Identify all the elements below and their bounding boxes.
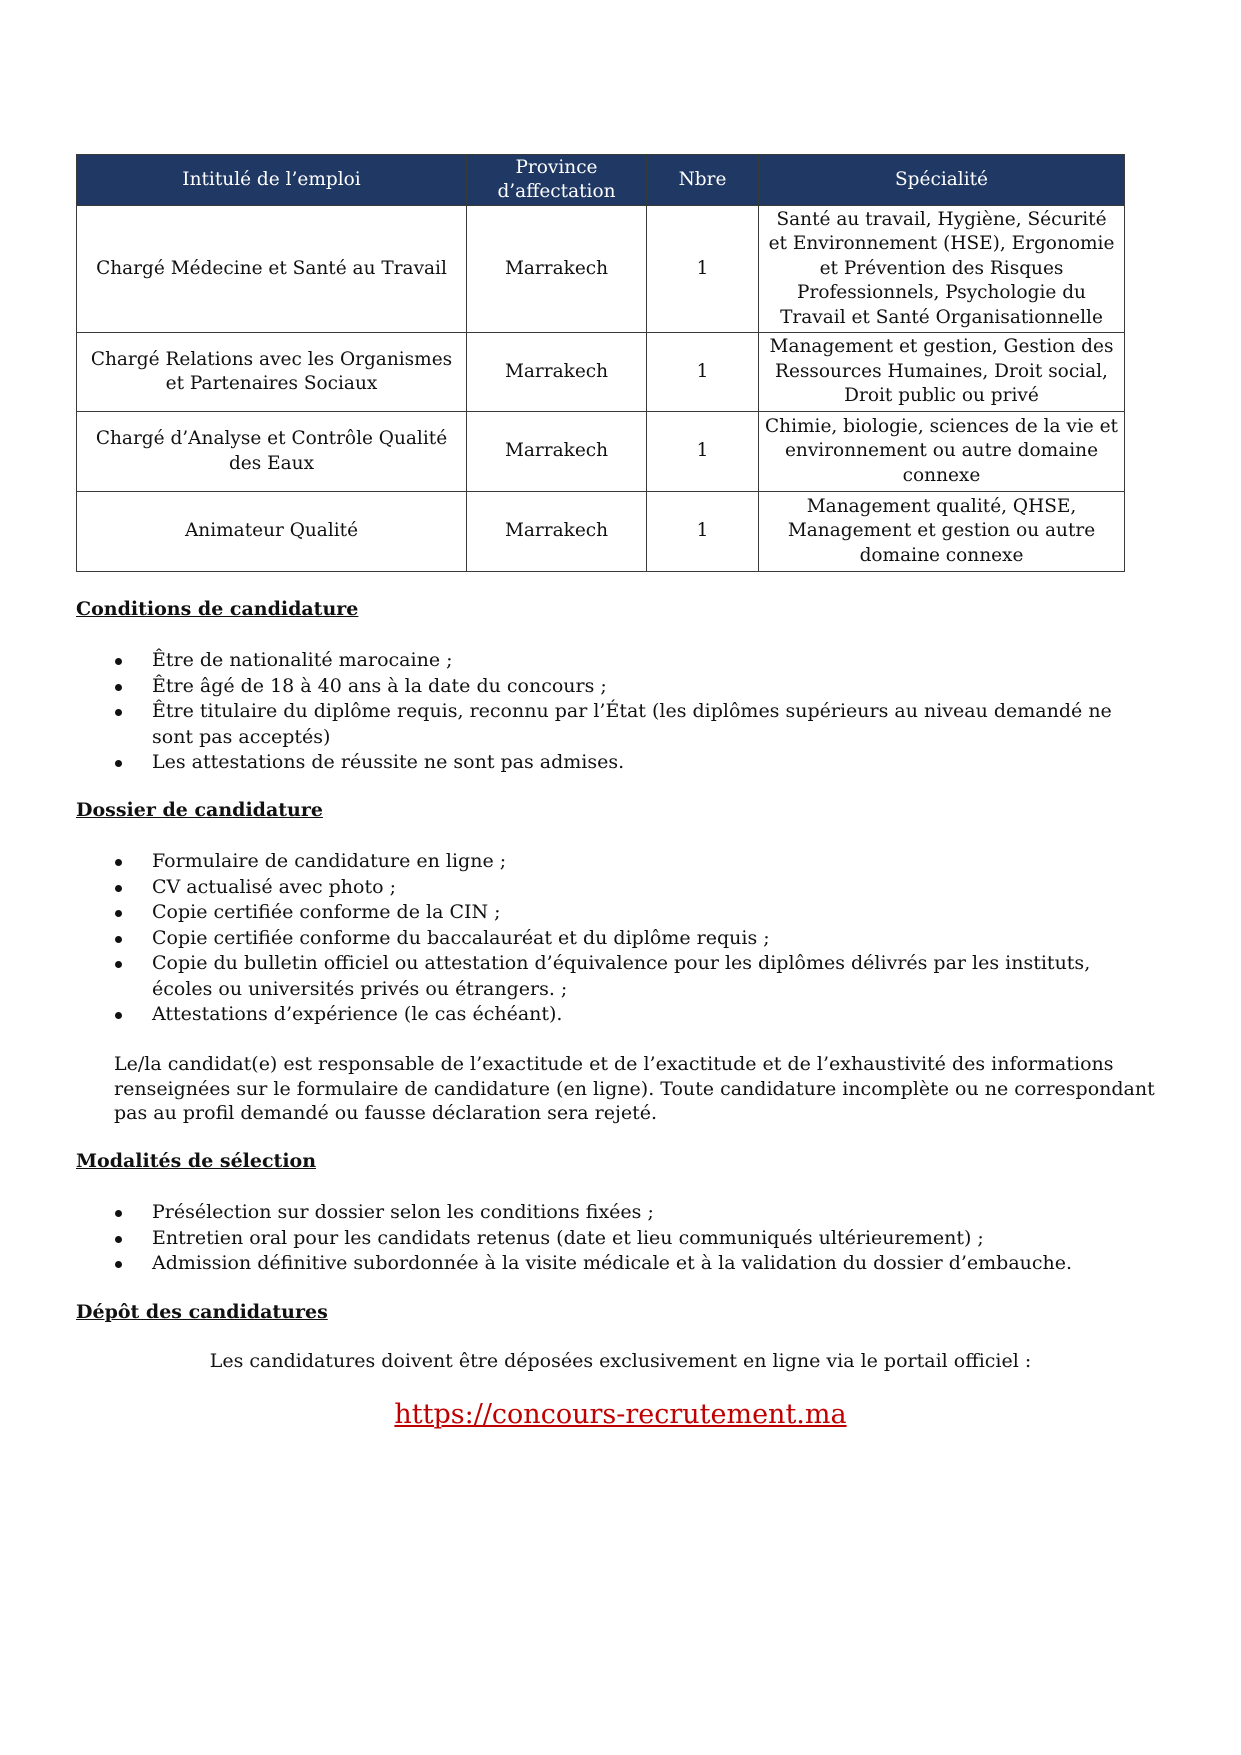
dossier-list <box>112 849 1122 1028</box>
list-item-text: Admission définitive subordonnée à la visite médicale et à la validation du dossier d’embauche. <box>152 1252 1073 1274</box>
cell-specialty: Management et gestion, Gestion des Ressources Humaines, Droit social, Droit public ou privé <box>759 333 1125 412</box>
bullet-icon <box>115 885 122 892</box>
cell-job: Chargé d’Analyse et Contrôle Qualité des Eaux <box>77 412 467 492</box>
list-item <box>112 1251 1122 1277</box>
list-item <box>112 1002 1122 1028</box>
list-item-text: CV actualisé avec photo ; <box>152 875 396 898</box>
list-item-text: Copie du bulletin officiel ou attestation d’équivalence pour les diplômes délivrés par les instituts, écoles ou universités privés ou étrangers. ; <box>152 952 1091 1000</box>
portal-link[interactable]: https://concours-recrutement.ma <box>394 1399 847 1430</box>
table-row <box>77 206 1125 333</box>
dossier-note: Le/la candidat(e) est responsable de l’exactitude et de l’exactitude et de l’exhaustivité des informations renseignées sur le formulaire de candidature (en ligne). Toute candidature incomplète ou ne correspondant pas au profil demandé ou fausse déclaration sera rejeté. <box>114 1053 1155 1124</box>
list-item-text: Formulaire de candidature en ligne ; <box>152 850 507 872</box>
bullet-icon <box>115 1261 122 1268</box>
depot-title: Dépôt des candidatures <box>76 1301 328 1323</box>
bullet-icon <box>115 760 122 767</box>
list-item-text: Copie certifiée conforme de la CIN ; <box>152 901 501 923</box>
table-row <box>77 492 1125 572</box>
selection-title: Modalités de sélection <box>76 1150 317 1172</box>
portal-link-wrapper <box>0 1399 1241 1430</box>
bullet-icon <box>115 658 122 665</box>
list-item-text: Présélection sur dossier selon les conditions fixées ; <box>152 1201 654 1223</box>
cell-count: 1 <box>647 492 759 572</box>
cell-specialty: Management qualité, QHSE, Management et gestion ou autre domaine connexe <box>759 492 1125 572</box>
conditions-title: Conditions de candidature <box>76 598 359 620</box>
cell-count: 1 <box>647 333 759 412</box>
dossier-title: Dossier de candidature <box>76 799 323 821</box>
cell-specialty: Chimie, biologie, sciences de la vie et environnement ou autre domaine connexe <box>759 412 1125 492</box>
bullet-icon <box>115 936 122 943</box>
list-item <box>112 900 1122 926</box>
bullet-icon <box>115 859 122 866</box>
bullet-icon <box>115 684 122 691</box>
header-count: Nbre <box>647 155 759 206</box>
list-item <box>112 875 1122 901</box>
jobs-table <box>76 154 1125 572</box>
list-item-text: Attestations d’expérience (le cas échéant). <box>152 1003 563 1025</box>
list-item <box>112 926 1122 952</box>
header-province: Province d’affectation <box>467 155 647 206</box>
cell-job: Chargé Relations avec les Organismes et Partenaires Sociaux <box>77 333 467 412</box>
list-item <box>112 951 1122 1002</box>
list-item-text: Être de nationalité marocaine ; <box>152 649 453 671</box>
table-row <box>77 333 1125 412</box>
list-item <box>112 674 1122 700</box>
header-job-title: Intitulé de l’emploi <box>77 155 467 206</box>
bullet-icon <box>115 1210 122 1217</box>
bullet-icon <box>115 1012 122 1019</box>
cell-specialty: Santé au travail, Hygiène, Sécurité et Environnement (HSE), Ergonomie et Prévention des Risques Professionnels, Psychologie du Travail et Santé Organisationnelle <box>759 206 1125 333</box>
list-item-text: Être âgé de 18 à 40 ans à la date du concours ; <box>152 674 607 697</box>
conditions-list <box>112 648 1122 776</box>
list-item <box>112 699 1122 750</box>
table-row <box>77 412 1125 492</box>
list-item-text: Copie certifiée conforme du baccalauréat et du diplôme requis ; <box>152 926 770 949</box>
list-item <box>112 1226 1122 1252</box>
cell-province: Marrakech <box>467 333 647 412</box>
list-item <box>112 1200 1122 1226</box>
list-item <box>112 750 1122 776</box>
header-specialty: Spécialité <box>759 155 1125 206</box>
bullet-icon <box>115 910 122 917</box>
cell-province: Marrakech <box>467 206 647 333</box>
list-item-text: Les attestations de réussite ne sont pas admises. <box>152 751 625 773</box>
bullet-icon <box>115 961 122 968</box>
depot-text: Les candidatures doivent être déposées exclusivement en ligne via le portail officiel : <box>209 1350 1032 1372</box>
cell-job: Animateur Qualité <box>77 492 467 572</box>
cell-count: 1 <box>647 206 759 333</box>
table-header-row <box>77 155 1125 206</box>
list-item <box>112 648 1122 674</box>
bullet-icon <box>115 1236 122 1243</box>
list-item <box>112 849 1122 875</box>
cell-count: 1 <box>647 412 759 492</box>
cell-province: Marrakech <box>467 492 647 572</box>
selection-list <box>112 1200 1122 1277</box>
bullet-icon <box>115 709 122 716</box>
cell-province: Marrakech <box>467 412 647 492</box>
list-item-text: Entretien oral pour les candidats retenus (date et lieu communiqués ultérieurement) ; <box>152 1226 984 1249</box>
list-item-text: Être titulaire du diplôme requis, reconnu par l’État (les diplômes supérieurs au niveau demandé ne sont pas acceptés) <box>152 700 1112 748</box>
cell-job: Chargé Médecine et Santé au Travail <box>77 206 467 333</box>
